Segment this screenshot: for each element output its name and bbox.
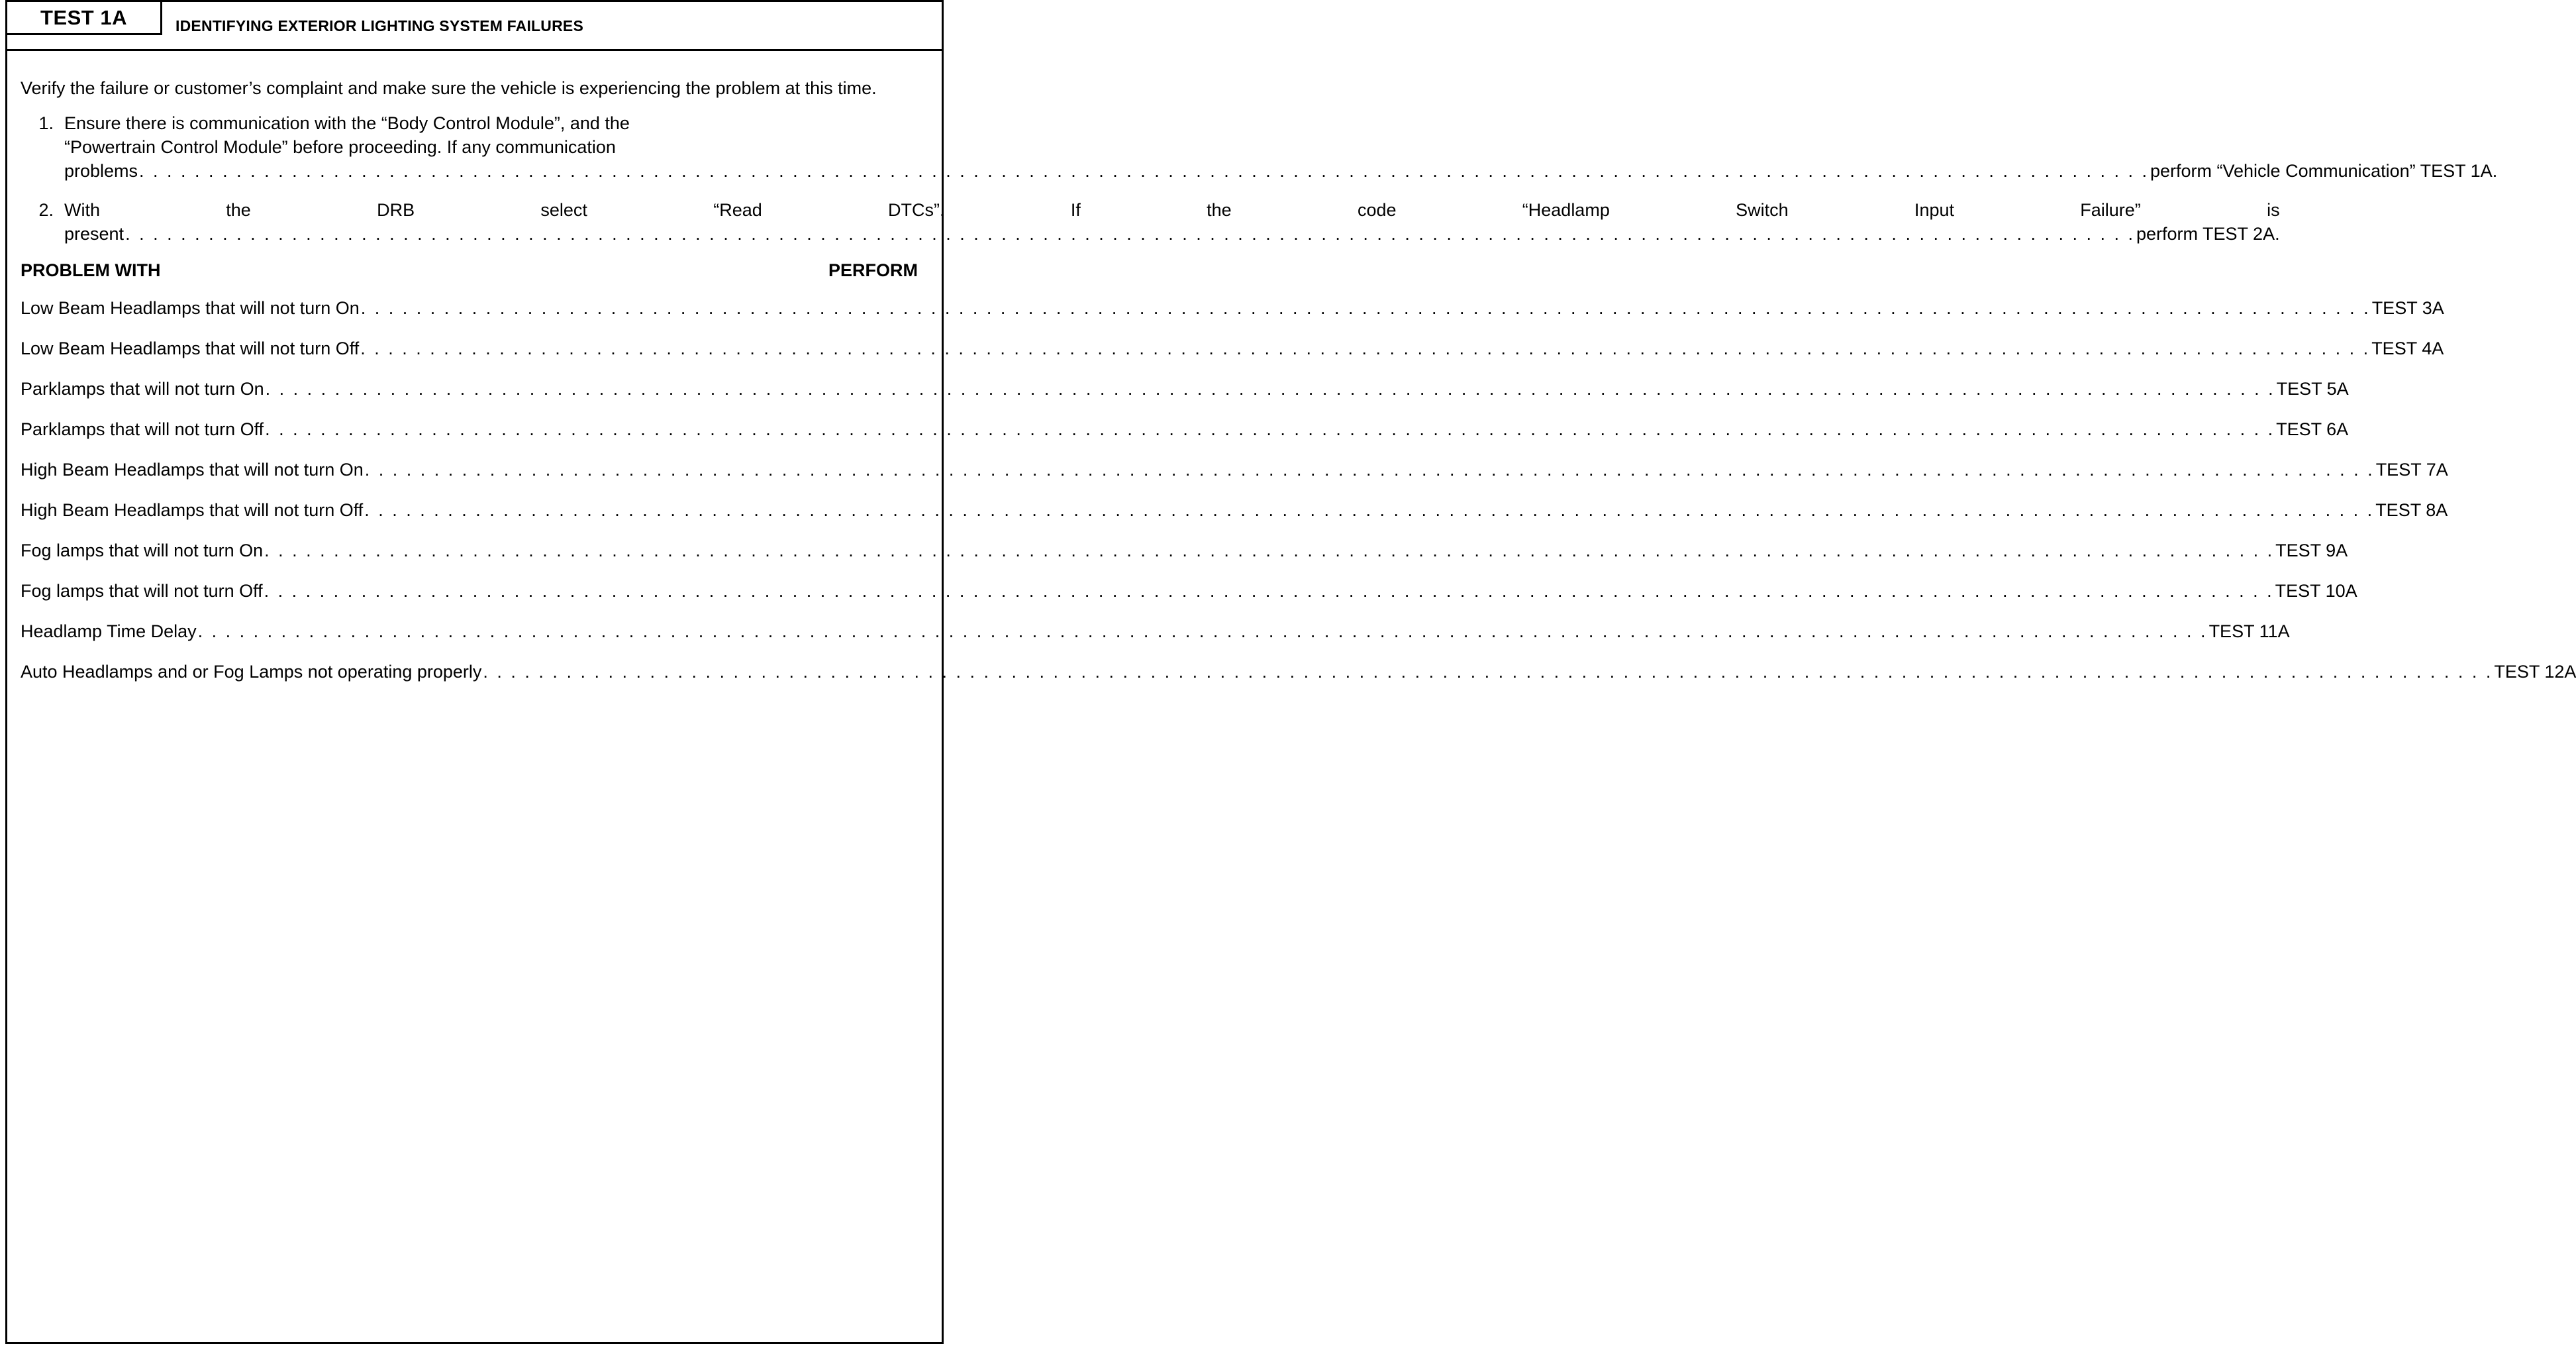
- test-reference: TEST 4A: [2371, 338, 2444, 358]
- problem-description: High Beam Headlamps that will not turn Off: [21, 500, 364, 520]
- problem-description: Low Beam Headlamps that will not turn On: [21, 298, 360, 318]
- problem-list: [21, 296, 2576, 684]
- step-line: “Powertrain Control Module” before proceeding. If any communication: [64, 137, 616, 157]
- step-body: [64, 111, 2497, 183]
- problem-column-header: PROBLEM WITH: [21, 260, 161, 280]
- test-id-box: TEST 1A: [7, 2, 162, 35]
- step-number: 1.: [38, 113, 54, 133]
- column-headers: [21, 258, 918, 282]
- test-title: IDENTIFYING EXTERIOR LIGHTING SYSTEM FAILURES: [175, 17, 583, 34]
- dot-leader: [264, 539, 2274, 562]
- problem-row: [21, 498, 2448, 522]
- step-action: perform TEST 2A.: [2136, 224, 2280, 244]
- problem-description: High Beam Headlamps that will not turn On: [21, 460, 364, 480]
- dot-leader: [139, 159, 2149, 183]
- problem-description: Fog lamps that will not turn On: [21, 541, 264, 560]
- problem-description: Parklamps that will not turn On: [21, 379, 264, 399]
- problem-description: Fog lamps that will not turn Off: [21, 581, 263, 601]
- test-reference: TEST 12A: [2494, 662, 2576, 682]
- step-leader-text: problems: [64, 161, 138, 181]
- step-list: [21, 111, 2498, 246]
- test-reference: TEST 6A: [2276, 419, 2349, 439]
- test-reference: TEST 9A: [2275, 541, 2348, 560]
- problem-row: [21, 458, 2448, 482]
- step-leader-line: [64, 222, 2280, 246]
- step-leader-text: present: [64, 224, 124, 244]
- dot-leader: [264, 579, 2274, 603]
- problem-description: Low Beam Headlamps that will not turn Off: [21, 338, 360, 358]
- intro-paragraph: Verify the failure or customer’s complaint and make sure the vehicle is experiencing the problem at this time.: [21, 78, 877, 98]
- step-item: [21, 111, 2498, 183]
- step-line: With the DRB select “Read DTCs”. If the code “Headlamp Switch Input Failure” is: [64, 200, 2280, 220]
- test-content: [21, 76, 2576, 700]
- step-item: [21, 198, 2280, 246]
- test-header: [7, 2, 942, 51]
- problem-row: [21, 377, 2349, 401]
- dot-leader: [198, 619, 2208, 643]
- problem-row: [21, 579, 2357, 603]
- step-body: [64, 198, 2280, 246]
- problem-row: [21, 660, 2576, 684]
- dot-leader: [265, 417, 2275, 441]
- problem-row: [21, 619, 2290, 643]
- dot-leader: [365, 458, 2375, 482]
- dot-leader: [483, 660, 2493, 684]
- problem-description: Auto Headlamps and or Fog Lamps not operating properly: [21, 662, 482, 682]
- problem-row: [21, 417, 2349, 441]
- problem-row: [21, 539, 2348, 562]
- test-reference: TEST 10A: [2275, 581, 2357, 601]
- problem-description: Parklamps that will not turn Off: [21, 419, 264, 439]
- dot-leader: [266, 377, 2275, 401]
- dot-leader: [364, 498, 2374, 522]
- problem-row: [21, 337, 2444, 360]
- step-line: Ensure there is communication with the “Body Control Module”, and the: [64, 113, 630, 133]
- test-reference: TEST 11A: [2208, 621, 2290, 641]
- test-reference: TEST 5A: [2276, 379, 2349, 399]
- problem-description: Headlamp Time Delay: [21, 621, 197, 641]
- perform-column-header: PERFORM: [828, 260, 918, 280]
- problem-row: [21, 296, 2444, 320]
- dot-leader: [360, 337, 2370, 360]
- step-number: 2.: [38, 200, 54, 220]
- step-leader-line: [64, 159, 2497, 183]
- test-reference: TEST 8A: [2375, 500, 2448, 520]
- test-reference: TEST 7A: [2375, 460, 2448, 480]
- test-reference: TEST 3A: [2371, 298, 2444, 318]
- step-action: perform “Vehicle Communication” TEST 1A.: [2150, 161, 2498, 181]
- dot-leader: [361, 296, 2371, 320]
- dot-leader: [125, 222, 2135, 246]
